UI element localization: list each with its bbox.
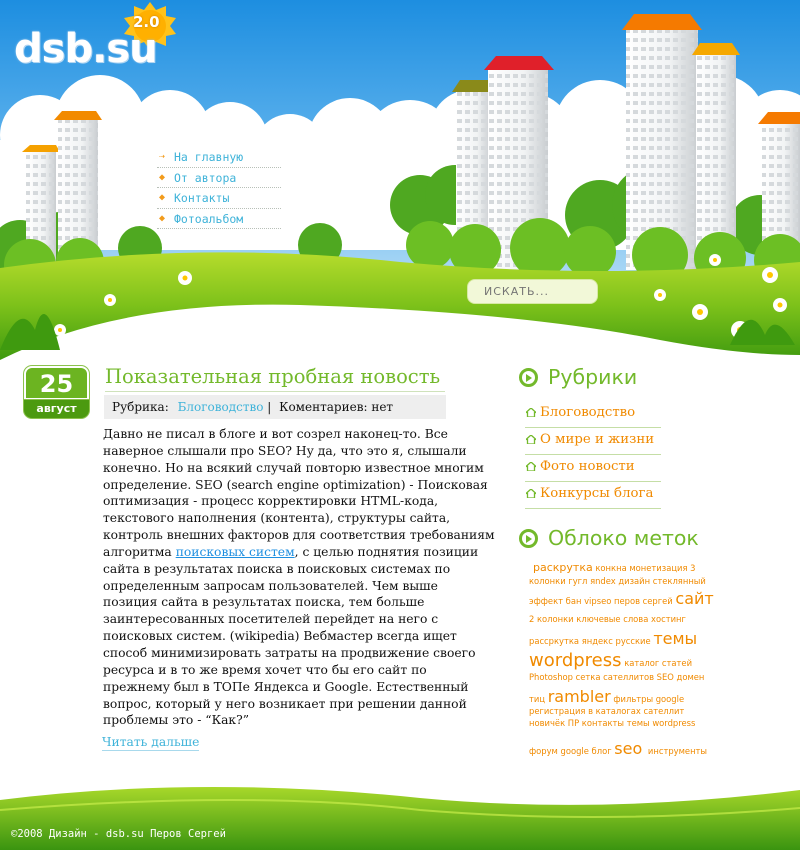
circle-arrow-icon <box>519 529 538 548</box>
tag[interactable]: Photoshop сетка сателлитов SEO домен <box>529 672 705 682</box>
tag[interactable]: темы <box>653 629 698 648</box>
tag[interactable]: каталог статей <box>624 658 693 668</box>
house-icon <box>526 408 536 417</box>
rubrics-heading-label: Рубрики <box>548 365 638 389</box>
read-more-link[interactable]: Читать дальше <box>102 735 200 749</box>
rubric-label: Блоговодство <box>540 405 636 420</box>
post-date-month: август <box>24 400 89 418</box>
diamond-bullet-icon: ◆ <box>159 171 166 183</box>
version-badge <box>121 0 179 48</box>
post-body <box>103 426 495 729</box>
rubrics-heading <box>519 365 637 389</box>
rubrics-list <box>525 401 661 509</box>
post-text-part: , с целью поднятия позиции сайта в результатах поиска в поисковых системах по определенным запросам пользователей. Чем выше позиция сайта в результатах поиска, тем больше заинтересованных посетителей перейдет на него с поисковых систем. (wikipedia) Вебмастер всегда ищет способ минимизировать затраты на продвижение своего ресурса и в то же время хочет что бы его сайт по прежнему был в ТОПе Яндекса и Google. Естественный вопрос, который у него возникает при решении данной проблемы это - “Как?” <box>103 544 479 728</box>
tag[interactable]: эффект бан vipseo перов сергей <box>529 596 673 606</box>
tag[interactable]: seo <box>614 739 643 758</box>
post-title[interactable]: Показательная пробная новость <box>105 365 445 392</box>
rubric-item-world-and-life[interactable] <box>525 428 661 455</box>
rubric-label: Конкурсы блога <box>540 486 654 501</box>
rubric-item-photo-news[interactable] <box>525 455 661 482</box>
category-label: Рубрика: <box>112 400 169 414</box>
search-input[interactable] <box>467 279 598 304</box>
nav-item-label: Контакты <box>174 191 230 205</box>
tag[interactable]: 2 колонки ключевые слова хостинг <box>529 614 686 624</box>
tag[interactable]: rambler <box>547 687 611 706</box>
nav-item-label: От автора <box>174 170 237 185</box>
tag[interactable]: раскрутка <box>533 561 593 574</box>
search-engines-link[interactable]: поисковых систем <box>175 544 295 559</box>
tag[interactable]: тиц <box>529 694 546 704</box>
tag-cloud-heading-label: Облоко меток <box>548 526 699 550</box>
post-date-badge <box>24 366 89 418</box>
arrow-bullet-icon: ⇢ <box>159 151 166 162</box>
tag[interactable]: рассркутка яндекс русские <box>529 636 651 646</box>
header-banner <box>0 0 800 360</box>
tag[interactable]: регистрация в каталогах сателлит <box>529 706 685 716</box>
tag[interactable]: форум google блог <box>529 746 612 756</box>
tag[interactable]: сайт <box>675 589 714 608</box>
meta-separator: | <box>267 400 272 414</box>
comments-label: Коментариев: <box>279 400 368 414</box>
house-icon <box>526 462 536 471</box>
tag[interactable]: wordpress <box>529 650 622 671</box>
rubric-label: О мире и жизни <box>540 432 655 447</box>
house-icon <box>526 435 536 444</box>
nav-item-label: Фотоальбом <box>174 211 244 226</box>
category-link[interactable]: Блоговодство <box>177 400 264 414</box>
nav-item-label: На главную <box>174 150 244 164</box>
post-date-day: 25 <box>24 366 89 400</box>
tag-cloud-heading <box>519 526 699 550</box>
tag[interactable]: инструменты <box>647 746 708 756</box>
diamond-bullet-icon: ◆ <box>159 192 166 203</box>
top-navigation <box>157 147 281 229</box>
diamond-bullet-icon: ◆ <box>159 212 166 224</box>
post-text <box>103 426 495 729</box>
nav-item-contacts[interactable] <box>157 188 281 209</box>
post-text-part: Давно не писал в блоге и вот созрел наконец-то. Все наверное слышали про SEO? Ну да, что это я, слышали конечно. Но на всякий случай повторю известное многим определение. SEO (search engine optimization) - Поисковая оптимизация - процесс корректировки HTML-кода, текстового наполнения (контента), структуры сайта, контроль внешних факторов для соответствия требованиям алгоритма <box>103 427 495 559</box>
tag-cloud <box>529 562 729 757</box>
post-meta <box>104 395 446 419</box>
tag[interactable]: колонки гугл яndex дизайн стеклянный <box>529 576 706 586</box>
tag[interactable]: конкна монетизация 3 <box>595 563 696 573</box>
version-badge-label: 2.0 <box>133 13 160 31</box>
comments-count: нет <box>371 400 394 414</box>
rubric-item-blog-contests[interactable] <box>525 482 661 509</box>
footer-copyright: ©2008 Дизайн - dsb.su Перов Сергей <box>11 828 226 840</box>
circle-arrow-icon <box>519 368 538 387</box>
site-logo[interactable]: dsb.su <box>14 26 157 72</box>
rubric-label: Фото новости <box>540 459 635 474</box>
nav-item-photo-album[interactable] <box>157 209 281 230</box>
tag[interactable]: новичёк ПР контакты темы wordpress <box>529 718 696 728</box>
tag[interactable]: фильтры google <box>613 694 685 704</box>
rubric-item-blogging[interactable] <box>525 401 661 428</box>
house-icon <box>526 489 536 498</box>
nav-item-about-author[interactable] <box>157 168 281 189</box>
nav-item-home[interactable] <box>157 147 281 168</box>
